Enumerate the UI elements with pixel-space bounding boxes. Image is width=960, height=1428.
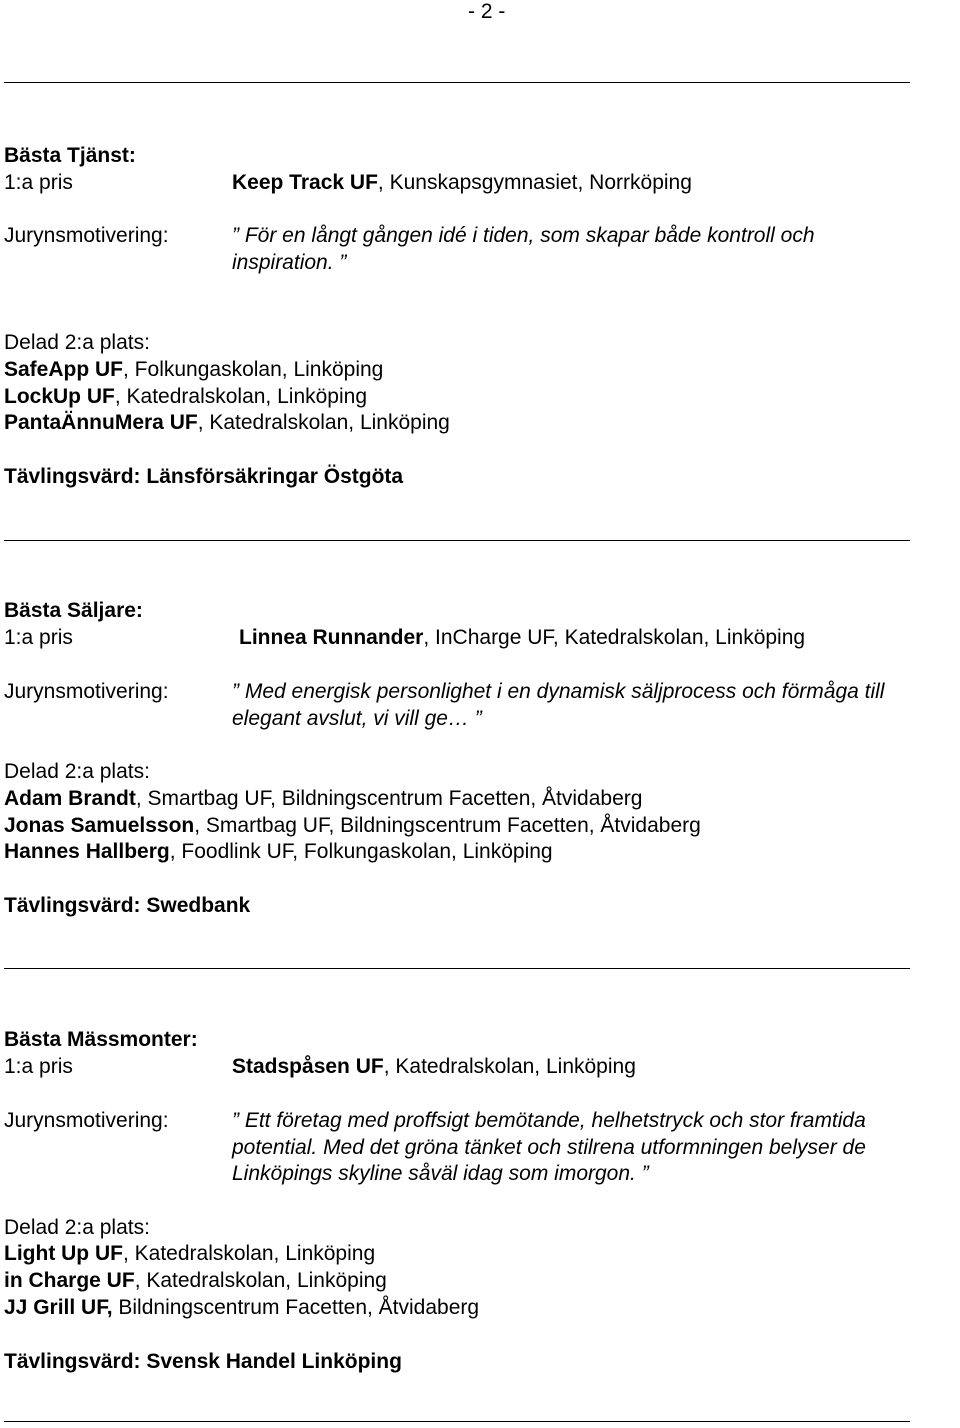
entry-details: , Foodlink UF, Folkungaskolan, Linköping [169, 840, 553, 863]
category-heading: Bästa Säljare: [4, 599, 143, 622]
entry-name: SafeApp UF [4, 358, 124, 381]
divider [4, 1421, 910, 1422]
motivation-label: Jurynsmotivering: [4, 1109, 169, 1132]
entry-name: Hannes Hallberg [4, 840, 170, 863]
second-place-entry [4, 841, 553, 862]
second-place-entry [4, 412, 450, 433]
entry-details: Bildningscentrum Facetten, Åtvidaberg [112, 1296, 480, 1319]
entry-name: Jonas Samuelsson [4, 814, 195, 837]
motivation-line: elegant avslut, vi vill ge… ” [232, 707, 482, 730]
divider [4, 540, 910, 541]
entry-details: , Katedralskolan, Linköping [134, 1269, 387, 1292]
first-prize-label: 1:a pris [4, 626, 73, 649]
winner-name: Stadspåsen UF [232, 1055, 384, 1078]
motivation-line: Linköpings skyline såväl idag som imorgon. ” [232, 1162, 649, 1185]
entry-details: , Katedralskolan, Linköping [122, 1242, 376, 1265]
second-place-entry [4, 386, 367, 407]
second-place-entry [4, 788, 642, 809]
page-number: - 2 - [468, 0, 506, 23]
winner-name: Keep Track UF [232, 171, 378, 194]
second-place-label: Delad 2:a plats: [4, 760, 150, 783]
entry-name: LockUp UF [4, 385, 115, 408]
winner-details: , Kunskapsgymnasiet, Norrköping [377, 171, 692, 194]
first-prize-label: 1:a pris [4, 1055, 73, 1078]
motivation-line: ” För en långt gången idé i tiden, som skapar både kontroll och [232, 224, 815, 247]
first-prize-winner [232, 1056, 636, 1077]
winner-details: , InCharge UF, Katedralskolan, Linköping [423, 626, 806, 649]
second-place-entry [4, 359, 383, 380]
second-place-entry [4, 1297, 479, 1318]
motivation-line: ” Med energisk personlighet i en dynamisk säljprocess och förmåga till [232, 680, 885, 703]
motivation-label: Jurynsmotivering: [4, 224, 169, 247]
motivation-line: ” Ett företag med proffsigt bemötande, helhetstryck och stor framtida [232, 1109, 866, 1132]
divider [4, 968, 910, 969]
motivation-line: potential. Med det gröna tänket och stilrena utformningen belyser de [232, 1136, 866, 1159]
first-prize-winner [232, 172, 692, 193]
sponsor-line: Tävlingsvärd: Länsförsäkringar Östgöta [4, 465, 404, 488]
second-place-entry [4, 815, 701, 836]
entry-details: , Katedralskolan, Linköping [197, 411, 450, 434]
motivation-label: Jurynsmotivering: [4, 680, 169, 703]
entry-name: Light Up UF [4, 1242, 123, 1265]
motivation-line: inspiration. ” [232, 251, 347, 274]
entry-details: , Smartbag UF, Bildningscentrum Facetten, Åtvidaberg [135, 787, 643, 810]
sponsor-line: Tävlingsvärd: Swedbank [4, 894, 251, 917]
entry-name: Adam Brandt [4, 787, 136, 810]
first-prize-winner [239, 627, 805, 648]
second-place-label: Delad 2:a plats: [4, 331, 150, 354]
second-place-label: Delad 2:a plats: [4, 1216, 150, 1239]
entry-name: JJ Grill UF, [4, 1296, 113, 1319]
winner-details: , Katedralskolan, Linköping [383, 1055, 636, 1078]
entry-details: , Folkungaskolan, Linköping [123, 358, 384, 381]
second-place-entry [4, 1243, 375, 1264]
second-place-entry [4, 1270, 387, 1291]
sponsor-line: Tävlingsvärd: Svensk Handel Linköping [4, 1350, 402, 1373]
first-prize-label: 1:a pris [4, 171, 73, 194]
entry-name: in Charge UF [4, 1269, 135, 1292]
divider [4, 82, 910, 83]
category-heading: Bästa Mässmonter: [4, 1028, 198, 1051]
entry-name: PantaÄnnuMera UF [4, 411, 198, 434]
entry-details: , Katedralskolan, Linköping [114, 385, 368, 408]
winner-name: Linnea Runnander [239, 626, 424, 649]
entry-details: , Smartbag UF, Bildningscentrum Facetten, Åtvidaberg [194, 814, 701, 837]
category-heading: Bästa Tjänst: [4, 144, 136, 167]
